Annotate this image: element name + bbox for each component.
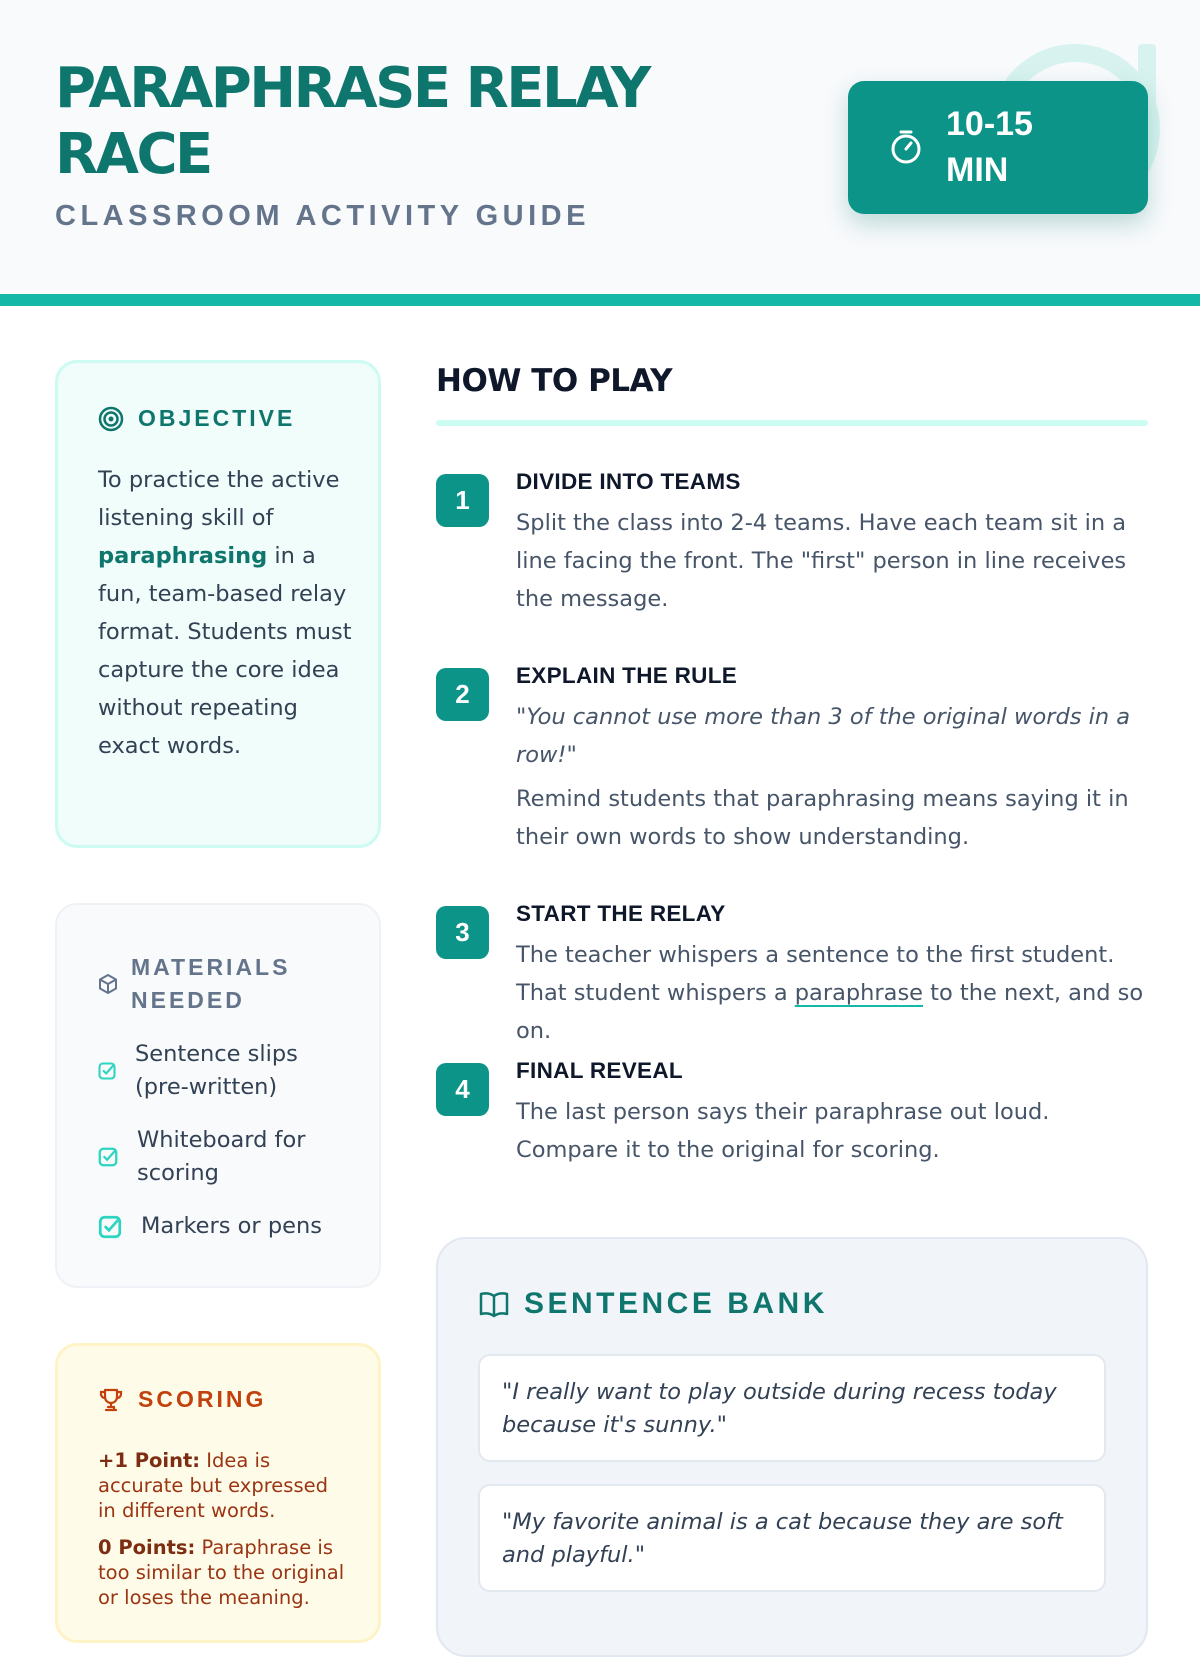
checkbox-icon [97, 1214, 123, 1240]
rule-quote: "You cannot use more than 3 of the original words in a row!" [516, 704, 1131, 768]
scoring-heading-text: SCORING [138, 1386, 267, 1412]
materials-heading-text: MATERIALS NEEDED [131, 954, 291, 1013]
list-item: Whiteboard for scoring [97, 1124, 357, 1190]
list-item: Markers or pens [97, 1210, 357, 1243]
page-header [0, 0, 1200, 294]
step-number: 2 [436, 668, 489, 721]
list-item: Sentence slips (pre-written) [97, 1038, 357, 1104]
step-title: FINAL REVEAL [516, 1058, 683, 1083]
step-body: The teacher whispers a sentence to the first student. That student whispers a paraphrase to the next, and so on. [516, 942, 1144, 1044]
step-number: 1 [436, 474, 489, 527]
objective-heading-text: OBJECTIVE [138, 405, 296, 431]
how-to-play-heading: HOW TO PLAY [436, 363, 673, 399]
stopwatch-icon [889, 129, 923, 165]
duration-text: 10-15 MIN [946, 105, 1033, 189]
scoring-card [55, 1343, 381, 1643]
step-number: 3 [436, 906, 489, 959]
step-title: START THE RELAY [516, 901, 726, 926]
sentence-bank-heading [478, 1287, 828, 1321]
target-icon [98, 406, 124, 432]
paraphrase-term: paraphrase [794, 980, 924, 1006]
step-title: EXPLAIN THE RULE [516, 663, 738, 688]
header-accent-bar [0, 294, 1200, 306]
materials-heading [97, 951, 301, 1017]
step-number: 4 [436, 1063, 489, 1116]
step-title: DIVIDE INTO TEAMS [516, 469, 741, 494]
objective-highlight: paraphrasing [98, 543, 268, 569]
sentence-slip: "My favorite animal is a cat because they are soft and playful." [478, 1484, 1106, 1592]
page-subtitle: CLASSROOM ACTIVITY GUIDE [55, 200, 590, 232]
box-icon [97, 973, 119, 995]
trophy-icon [98, 1387, 124, 1413]
materials-card [55, 903, 381, 1288]
scoring-rules [98, 1448, 348, 1622]
checkbox-icon [97, 1146, 119, 1168]
duration-badge [848, 81, 1148, 214]
page-title: PARAPHRASE RELAY RACE [55, 56, 649, 187]
scoring-heading [98, 1386, 266, 1413]
objective-text: To practice the active listening skill of paraphrasing in a fun, team-based relay format. Students must capture the core idea without repeating exact words. [98, 467, 352, 759]
sentence-bank-heading-text: SENTENCE BANK [524, 1287, 828, 1320]
checkbox-icon [97, 1061, 117, 1081]
step-body: The last person says their paraphrase out loud. Compare it to the original for scoring. [516, 1099, 1050, 1163]
step-body: "You cannot use more than 3 of the original words in a row!" Remind students that paraphrasing means saying it in their own words to show understanding. [516, 698, 1148, 856]
book-open-icon [478, 1290, 510, 1318]
scoring-rule: +1 Point: Idea is accurate but expressed in different words. [98, 1449, 328, 1522]
sentence-bank [436, 1237, 1148, 1657]
scoring-rule: 0 Points: Paraphrase is too similar to the original or loses the meaning. [98, 1536, 345, 1609]
step-body: Split the class into 2-4 teams. Have each team sit in a line facing the front. The "first" person in line receives the message. [516, 510, 1127, 612]
objective-card [55, 360, 381, 848]
sentence-slip: "I really want to play outside during recess today because it's sunny." [478, 1354, 1106, 1462]
materials-list [97, 1038, 357, 1263]
section-divider [436, 420, 1148, 426]
objective-heading [98, 405, 295, 432]
